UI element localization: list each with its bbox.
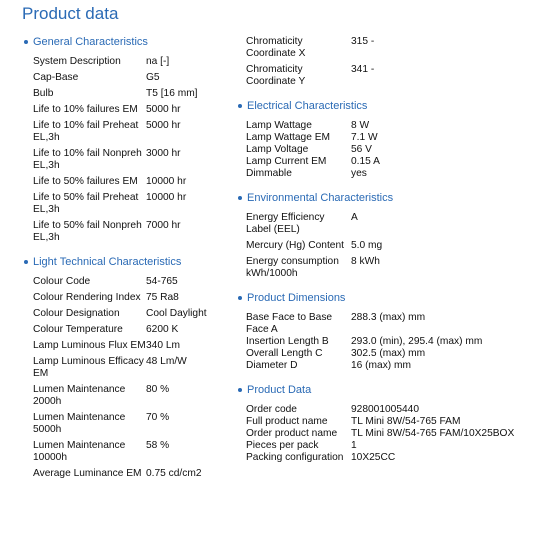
right-column xyxy=(236,36,556,476)
spec-row xyxy=(22,56,237,68)
spec-value: G5 xyxy=(146,72,160,83)
spec-label: Lamp Voltage xyxy=(246,144,309,155)
spec-label: Life to 10% failures EM xyxy=(33,104,138,115)
left-column xyxy=(22,36,237,492)
spec-value: 10000 hr xyxy=(146,176,187,187)
spec-row xyxy=(22,88,237,100)
section-heading: Product Data xyxy=(238,384,556,396)
spec-label: Lamp Wattage EM xyxy=(246,132,330,143)
spec-value: 75 Ra8 xyxy=(146,292,179,303)
spec-label: Chromaticity Coordinate Y xyxy=(246,64,306,87)
spec-value: 80 % xyxy=(146,384,170,395)
spec-label: Pieces per pack xyxy=(246,440,319,451)
spec-value: 16 (max) mm xyxy=(351,360,411,371)
spec-row xyxy=(22,324,237,336)
spec-value: 5.0 mg xyxy=(351,240,383,251)
environmental-characteristics-section xyxy=(236,192,556,280)
spec-label: Order product name xyxy=(246,428,338,439)
bullet-icon xyxy=(238,196,242,200)
spec-value: 340 Lm xyxy=(146,340,180,351)
light-technical-characteristics-section xyxy=(22,256,237,480)
spec-row xyxy=(22,412,237,436)
spec-label: Full product name xyxy=(246,416,328,427)
spec-row xyxy=(22,308,237,320)
spec-row xyxy=(236,156,556,168)
spec-value: 56 V xyxy=(351,144,372,155)
spec-row xyxy=(22,72,237,84)
spec-label: Order code xyxy=(246,404,297,415)
spec-row xyxy=(236,36,556,60)
spec-row xyxy=(236,240,556,252)
spec-value: A xyxy=(351,212,358,223)
spec-value: 8 kWh xyxy=(351,256,380,267)
spec-row xyxy=(22,276,237,288)
spec-label: Lumen Maintenance 5000h xyxy=(33,412,126,435)
spec-value: 70 % xyxy=(146,412,170,423)
spec-row xyxy=(22,340,237,352)
spec-value: 5000 hr xyxy=(146,104,181,115)
spec-value: 48 Lm/W xyxy=(146,356,187,367)
spec-label: Average Luminance EM xyxy=(33,468,142,479)
spec-row xyxy=(236,440,556,452)
spec-label: Colour Rendering Index xyxy=(33,292,141,303)
spec-row xyxy=(22,120,237,144)
spec-value: 341 - xyxy=(351,64,375,75)
chromaticity-section xyxy=(236,36,556,88)
spec-value: 293.0 (min), 295.4 (max) mm xyxy=(351,336,483,347)
spec-label: System Description xyxy=(33,56,121,67)
spec-value: 315 - xyxy=(351,36,375,47)
spec-row xyxy=(236,132,556,144)
spec-row xyxy=(236,336,556,348)
spec-value: 1 xyxy=(351,440,357,451)
spec-value: 0.75 cd/cm2 xyxy=(146,468,202,479)
electrical-characteristics-section xyxy=(236,100,556,180)
spec-row xyxy=(22,148,237,172)
spec-label: Lamp Luminous Flux EM xyxy=(33,340,146,351)
spec-label: Lamp Luminous Efficacy EM xyxy=(33,356,144,379)
spec-label: Packing configuration xyxy=(246,452,344,463)
spec-row xyxy=(236,144,556,156)
section-heading: Environmental Characteristics xyxy=(238,192,556,204)
section-heading: Light Technical Characteristics xyxy=(24,256,237,268)
spec-label: Energy Efficiency Label (EEL) xyxy=(246,212,325,235)
spec-row xyxy=(236,348,556,360)
page-title: Product data xyxy=(22,4,119,23)
bullet-icon xyxy=(238,296,242,300)
spec-value: 288.3 (max) mm xyxy=(351,312,426,323)
spec-row xyxy=(22,292,237,304)
spec-label: Lamp Current EM xyxy=(246,156,327,167)
spec-label: Mercury (Hg) Content xyxy=(246,240,344,251)
spec-row xyxy=(236,404,556,416)
spec-row xyxy=(236,312,556,336)
bullet-icon xyxy=(238,104,242,108)
spec-value: yes xyxy=(351,168,367,179)
spec-row xyxy=(236,360,556,372)
spec-label: Life to 10% fail Preheat EL,3h xyxy=(33,120,139,143)
spec-label: Chromaticity Coordinate X xyxy=(246,36,306,59)
spec-label: Colour Designation xyxy=(33,308,120,319)
section-heading: General Characteristics xyxy=(24,36,237,48)
spec-row xyxy=(22,176,237,188)
spec-row xyxy=(236,416,556,428)
spec-row xyxy=(236,120,556,132)
spec-value: na [-] xyxy=(146,56,170,67)
spec-label: Colour Code xyxy=(33,276,91,287)
spec-row xyxy=(22,356,237,380)
spec-label: Dimmable xyxy=(246,168,292,179)
spec-row xyxy=(236,212,556,236)
spec-label: Lumen Maintenance 2000h xyxy=(33,384,126,407)
spec-row xyxy=(236,64,556,88)
spec-label: Lamp Wattage xyxy=(246,120,312,131)
product-dimensions-section xyxy=(236,292,556,372)
spec-label: Energy consumption kWh/1000h xyxy=(246,256,339,279)
spec-value: 0.15 A xyxy=(351,156,380,167)
spec-value: 7000 hr xyxy=(146,220,181,231)
spec-row xyxy=(22,220,237,244)
spec-row xyxy=(236,168,556,180)
spec-label: Overall Length C xyxy=(246,348,323,359)
spec-value: 7.1 W xyxy=(351,132,378,143)
bullet-icon xyxy=(24,40,28,44)
spec-row xyxy=(236,452,556,464)
spec-value: 10000 hr xyxy=(146,192,187,203)
spec-value: 928001005440 xyxy=(351,404,419,415)
spec-label: Bulb xyxy=(33,88,54,99)
spec-row xyxy=(22,192,237,216)
spec-value: TL Mini 8W/54-765 FAM/10X25BOX xyxy=(351,428,515,439)
spec-label: Base Face to Base Face A xyxy=(246,312,333,335)
spec-value: 6200 K xyxy=(146,324,179,335)
spec-label: Life to 50% fail Nonpreh EL,3h xyxy=(33,220,142,243)
spec-value: 58 % xyxy=(146,440,170,451)
spec-value: 302.5 (max) mm xyxy=(351,348,426,359)
spec-label: Life to 50% failures EM xyxy=(33,176,138,187)
section-heading: Product Dimensions xyxy=(238,292,556,304)
spec-row xyxy=(22,468,237,480)
spec-label: Cap-Base xyxy=(33,72,79,83)
spec-row xyxy=(22,104,237,116)
spec-row xyxy=(236,428,556,440)
spec-label: Colour Temperature xyxy=(33,324,123,335)
spec-label: Diameter D xyxy=(246,360,298,371)
spec-value: 10X25CC xyxy=(351,452,396,463)
spec-value: 3000 hr xyxy=(146,148,181,159)
spec-value: 5000 hr xyxy=(146,120,181,131)
bullet-icon xyxy=(24,260,28,264)
spec-row xyxy=(22,440,237,464)
spec-label: Lumen Maintenance 10000h xyxy=(33,440,126,463)
spec-row xyxy=(236,256,556,280)
spec-value: Cool Daylight xyxy=(146,308,207,319)
spec-value: 54-765 xyxy=(146,276,178,287)
spec-value: TL Mini 8W/54-765 FAM xyxy=(351,416,461,427)
spec-row xyxy=(22,384,237,408)
general-characteristics-section xyxy=(22,36,237,244)
bullet-icon xyxy=(238,388,242,392)
spec-label: Life to 50% fail Preheat EL,3h xyxy=(33,192,139,215)
spec-label: Life to 10% fail Nonpreh EL,3h xyxy=(33,148,142,171)
spec-label: Insertion Length B xyxy=(246,336,329,347)
product-data-section xyxy=(236,384,556,464)
spec-value: 8 W xyxy=(351,120,370,131)
spec-value: T5 [16 mm] xyxy=(146,88,198,99)
section-heading: Electrical Characteristics xyxy=(238,100,556,112)
